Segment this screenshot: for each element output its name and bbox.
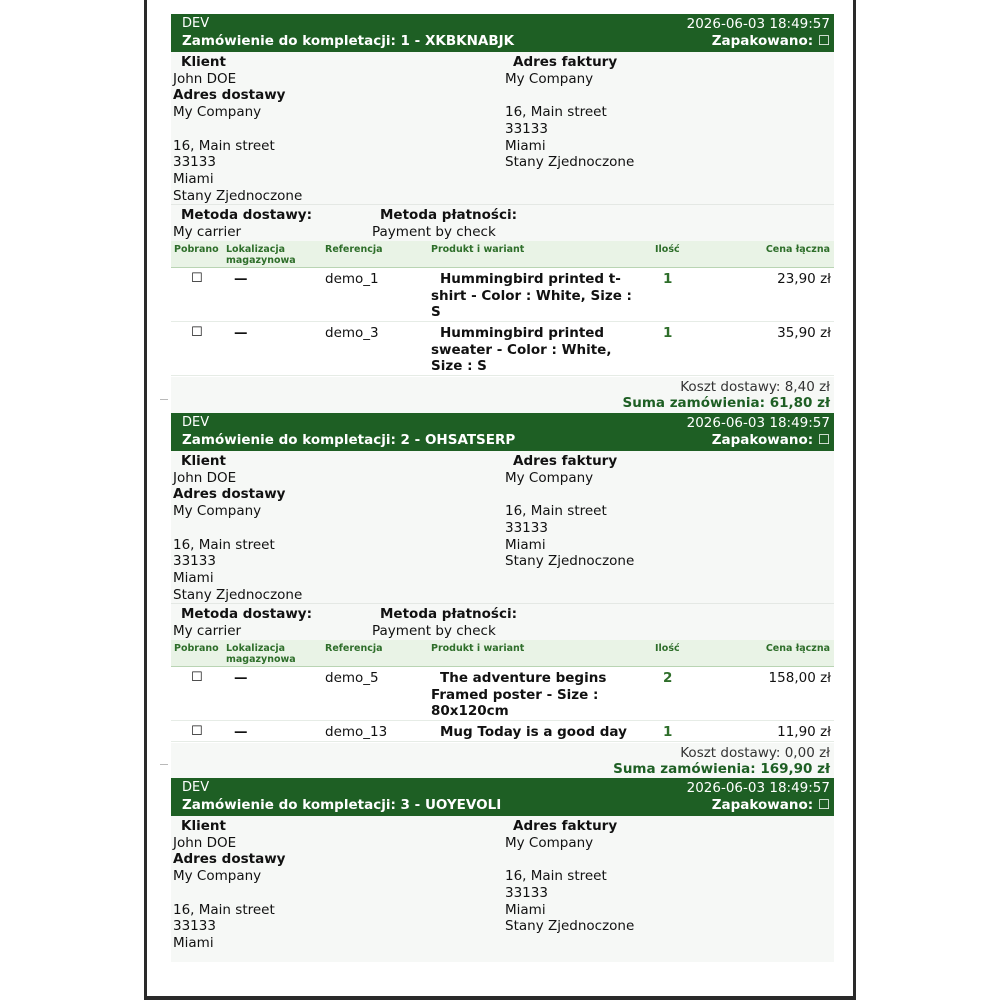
client-delivery-column bbox=[173, 453, 302, 603]
order-date: 2026-06-03 18:49:57 bbox=[686, 415, 830, 431]
shipping-cost bbox=[680, 745, 830, 762]
invoice-column bbox=[505, 54, 634, 171]
order-totals bbox=[171, 377, 834, 413]
product-name bbox=[431, 670, 636, 720]
product-quantity: 1 bbox=[663, 325, 673, 341]
packed-checkbox[interactable]: ☐ bbox=[817, 797, 830, 813]
picked-checkbox[interactable]: ☐ bbox=[191, 325, 203, 340]
location-value: — bbox=[234, 271, 248, 287]
shipping-cost-label: Koszt dostawy: bbox=[680, 745, 781, 761]
shipping-cost-label: Koszt dostawy: bbox=[680, 379, 781, 395]
invoice-address-label: Adres faktury bbox=[513, 818, 618, 834]
col-header-reference: Referencja bbox=[325, 244, 383, 255]
shop-name: DEV bbox=[182, 780, 210, 795]
invoice-address-line bbox=[505, 486, 634, 503]
page-border-right bbox=[853, 0, 856, 1000]
delivery-address-line: My Company bbox=[173, 868, 262, 885]
invoice-address-line: 16, Main street bbox=[505, 503, 607, 520]
product-reference: demo_13 bbox=[325, 724, 388, 740]
delivery-address-line: 16, Main street bbox=[173, 901, 275, 918]
product-name-text: The adventure begins Framed poster - Size : 80x120cm bbox=[431, 670, 607, 719]
col-header-location: Lokalizacja magazynowa bbox=[226, 244, 296, 266]
col-header-total: Cena łączna bbox=[765, 244, 830, 255]
location-value: — bbox=[234, 670, 248, 686]
delivery-address-line: Miami bbox=[173, 934, 214, 951]
packed-checkbox[interactable]: ☐ bbox=[817, 432, 830, 448]
product-name-text: Mug Today is a good day bbox=[440, 724, 627, 740]
order-total-label: Suma zamówienia: bbox=[613, 761, 756, 777]
invoice-address-line bbox=[505, 87, 634, 104]
client-label: Klient bbox=[181, 818, 226, 834]
order-total-label: Suma zamówienia: bbox=[622, 395, 766, 411]
col-header-picked: Pobrano bbox=[174, 244, 219, 255]
delivery-address-line bbox=[173, 121, 302, 138]
product-total-price: 11,90 zł bbox=[777, 724, 831, 740]
packed-status bbox=[712, 33, 830, 50]
product-quantity: 1 bbox=[663, 724, 673, 740]
client-name: John DOE bbox=[173, 469, 237, 486]
payment-method-label: Metoda płatności: bbox=[380, 606, 517, 622]
client-label: Klient bbox=[181, 54, 226, 70]
product-row bbox=[171, 668, 834, 721]
invoice-column bbox=[505, 818, 634, 935]
product-name-text: Hummingbird printed sweater - Color : White, Size : S bbox=[431, 325, 612, 374]
invoice-address-line: Stany Zjednoczone bbox=[505, 918, 635, 935]
address-section bbox=[171, 52, 834, 204]
col-header-total: Cena łączna bbox=[765, 643, 830, 654]
col-header-qty: Ilość bbox=[655, 643, 680, 654]
location-value: — bbox=[234, 724, 248, 740]
client-label: Klient bbox=[181, 453, 226, 469]
order-header bbox=[171, 778, 834, 816]
shipping-cost-value: 0,00 zł bbox=[784, 745, 830, 761]
col-header-reference: Referencja bbox=[325, 643, 383, 654]
order-title: Zamówienie do kompletacji: 1 - XKBKNABJK bbox=[182, 33, 515, 49]
products-table-header bbox=[171, 640, 834, 667]
client-delivery-column bbox=[173, 818, 285, 952]
col-header-product: Produkt i wariant bbox=[431, 643, 525, 654]
payment-method-label: Metoda płatności: bbox=[380, 207, 517, 223]
document-page bbox=[144, 0, 856, 1000]
invoice-address-line: Miami bbox=[505, 901, 546, 918]
shop-name: DEV bbox=[182, 16, 210, 31]
product-reference: demo_5 bbox=[325, 670, 379, 686]
invoice-address-line: 16, Main street bbox=[505, 868, 607, 885]
delivery-address-label: Adres dostawy bbox=[173, 851, 286, 868]
delivery-address-line: My Company bbox=[173, 104, 262, 121]
client-name: John DOE bbox=[173, 70, 237, 87]
order-total bbox=[622, 395, 830, 412]
invoice-address-line: My Company bbox=[505, 469, 594, 486]
product-quantity: 1 bbox=[663, 271, 673, 287]
products-table-header bbox=[171, 241, 834, 268]
invoice-address-line: 33133 bbox=[505, 884, 548, 901]
order-date: 2026-06-03 18:49:57 bbox=[686, 780, 830, 796]
product-row bbox=[171, 323, 834, 376]
picked-checkbox[interactable]: ☐ bbox=[191, 271, 203, 286]
order-total bbox=[613, 761, 830, 778]
delivery-address-line: My Company bbox=[173, 503, 262, 520]
order-totals bbox=[171, 743, 834, 779]
col-header-picked: Pobrano bbox=[174, 643, 219, 654]
address-section bbox=[171, 451, 834, 603]
shipping-payment-section bbox=[171, 204, 834, 241]
product-reference: demo_1 bbox=[325, 271, 379, 287]
delivery-address-line: Stany Zjednoczone bbox=[173, 187, 303, 204]
order-title: Zamówienie do kompletacji: 2 - OHSATSERP bbox=[182, 432, 516, 448]
invoice-address-line: Stany Zjednoczone bbox=[505, 553, 635, 570]
delivery-address-line: 16, Main street bbox=[173, 536, 275, 553]
delivery-address-line: Miami bbox=[173, 569, 214, 586]
location-value: — bbox=[234, 325, 248, 341]
delivery-method-label: Metoda dostawy: bbox=[181, 606, 312, 622]
product-name bbox=[431, 271, 636, 321]
invoice-column bbox=[505, 453, 634, 570]
delivery-address-line: 33133 bbox=[173, 553, 216, 570]
invoice-address-line: Miami bbox=[505, 137, 546, 154]
order-title: Zamówienie do kompletacji: 3 - UOYEVOLI bbox=[182, 797, 502, 813]
page-border-left bbox=[144, 0, 147, 1000]
packed-label: Zapakowano: bbox=[711, 797, 814, 813]
invoice-address-line: 16, Main street bbox=[505, 104, 607, 121]
shipping-cost-value: 8,40 zł bbox=[784, 379, 830, 395]
delivery-method-value: My carrier bbox=[173, 623, 242, 639]
product-quantity: 2 bbox=[663, 670, 673, 686]
packed-checkbox[interactable]: ☐ bbox=[817, 33, 830, 49]
delivery-method-value: My carrier bbox=[173, 224, 242, 240]
delivery-address-label: Adres dostawy bbox=[173, 486, 286, 503]
page-border-bottom bbox=[144, 996, 856, 1000]
delivery-address-line bbox=[173, 885, 285, 902]
client-delivery-column bbox=[173, 54, 302, 204]
packed-label: Zapakowano: bbox=[711, 33, 814, 49]
payment-method-value: Payment by check bbox=[372, 623, 496, 639]
delivery-method-label: Metoda dostawy: bbox=[181, 207, 312, 223]
delivery-address-label: Adres dostawy bbox=[173, 87, 286, 104]
product-row bbox=[171, 722, 834, 742]
invoice-address-line: 33133 bbox=[505, 519, 548, 536]
packed-label: Zapakowano: bbox=[711, 432, 814, 448]
shipping-payment-section bbox=[171, 603, 834, 640]
invoice-address-line: My Company bbox=[505, 834, 594, 851]
delivery-address-line: Stany Zjednoczone bbox=[173, 586, 303, 603]
product-reference: demo_3 bbox=[325, 325, 379, 341]
col-header-product: Produkt i wariant bbox=[431, 244, 525, 255]
page-break-line bbox=[160, 399, 168, 401]
col-header-qty: Ilość bbox=[655, 244, 680, 255]
packed-status bbox=[712, 432, 830, 449]
col-header-location: Lokalizacja magazynowa bbox=[226, 643, 296, 665]
delivery-address-line: 33133 bbox=[173, 154, 216, 171]
picked-checkbox[interactable]: ☐ bbox=[191, 670, 203, 685]
packed-status bbox=[712, 797, 830, 814]
delivery-address-line bbox=[173, 520, 302, 537]
order-header bbox=[171, 413, 834, 451]
invoice-address-label: Adres faktury bbox=[513, 453, 618, 469]
invoice-address-line: My Company bbox=[505, 70, 594, 87]
picked-checkbox[interactable]: ☐ bbox=[191, 724, 203, 739]
order-header bbox=[171, 14, 834, 52]
order-date: 2026-06-03 18:49:57 bbox=[686, 16, 830, 32]
order-total-value: 169,90 zł bbox=[760, 761, 830, 777]
payment-method-value: Payment by check bbox=[372, 224, 496, 240]
delivery-address-line: 16, Main street bbox=[173, 137, 275, 154]
product-name bbox=[431, 724, 636, 741]
product-total-price: 35,90 zł bbox=[777, 325, 831, 341]
invoice-address-line bbox=[505, 851, 634, 868]
invoice-address-line: 33133 bbox=[505, 120, 548, 137]
page-break-line bbox=[160, 764, 168, 766]
product-total-price: 158,00 zł bbox=[768, 670, 831, 686]
delivery-address-line: Miami bbox=[173, 170, 214, 187]
invoice-address-line: Miami bbox=[505, 536, 546, 553]
client-name: John DOE bbox=[173, 834, 237, 851]
shipping-cost bbox=[680, 379, 830, 396]
invoice-address-line: Stany Zjednoczone bbox=[505, 154, 635, 171]
product-name-text: Hummingbird printed t-shirt - Color : White, Size : S bbox=[431, 271, 632, 320]
shop-name: DEV bbox=[182, 415, 210, 430]
invoice-address-label: Adres faktury bbox=[513, 54, 618, 70]
order-total-value: 61,80 zł bbox=[769, 395, 830, 411]
delivery-address-line: 33133 bbox=[173, 918, 216, 935]
product-total-price: 23,90 zł bbox=[777, 271, 831, 287]
product-name bbox=[431, 325, 636, 375]
address-section bbox=[171, 816, 834, 962]
product-row bbox=[171, 269, 834, 322]
